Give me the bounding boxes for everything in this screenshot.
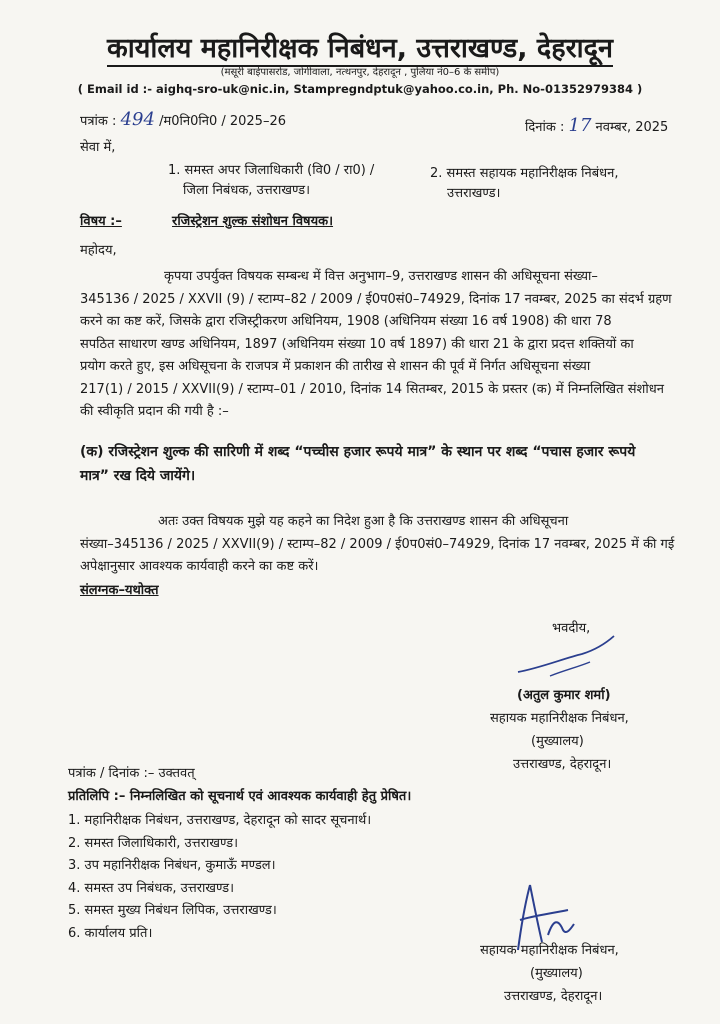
amendment-line: (क) रजिस्ट्रेशन शुल्क की सारिणी में शब्द “पच्चीस हजार रूपये मात्र” के स्थान पर शब्द “पचास हजार रूपये: [80, 444, 636, 460]
signatory-office: (मुख्यालय): [531, 734, 584, 749]
signatory-designation: सहायक महानिरीक्षक निबंधन,: [490, 711, 629, 726]
amendment-clause: [80, 440, 680, 488]
recipient-2-line-2: उत्तराखण्ड।: [447, 186, 501, 201]
body-paragraph-1: [80, 266, 680, 424]
subject-label: विषय :–: [80, 214, 122, 229]
handwritten-number: 494: [120, 109, 155, 130]
recipient-2-line-1: 2. समस्त सहायक महानिरीक्षक निबंधन,: [430, 166, 619, 181]
list-item: 4. समस्त उप निबंधक, उत्तराखण्ड।: [68, 880, 235, 896]
recipient-1-line-2: जिला निबंधक, उत्तराखण्ड।: [183, 183, 311, 198]
closing-yours: भवदीय,: [552, 621, 591, 636]
handwritten-date: 17: [568, 115, 592, 136]
enclosure-note: संलग्नक–यथोक्त: [80, 583, 159, 598]
signatory-2-office: (मुख्यालय): [530, 966, 583, 981]
reference-suffix: /म0नि0नि0 / 2025–26: [159, 114, 286, 129]
letter-date: [525, 115, 668, 136]
subject-text: रजिस्ट्रेशन शुल्क संशोधन विषयक।: [172, 214, 334, 229]
paragraph-line: करने का कष्ट करें, जिसके द्वारा रजिस्ट्रीकरण अधिनियम, 1908 (अधिनियम संख्या 16 वर्ष 1908) की धारा 78: [80, 314, 612, 329]
list-item: 1. महानिरीक्षक निबंधन, उत्तराखण्ड, देहरादून को सादर सूचनार्थ।: [68, 813, 372, 828]
copy-reference: पत्रांक / दिनांक :– उक्तवत्: [68, 766, 195, 781]
copy-intro: प्रतिलिपि :– निम्नलिखित को सूचनार्थ एवं आवश्यक कार्यवाही हेतु प्रेषित।: [68, 789, 412, 804]
signatory-2-place: उत्तराखण्ड, देहरादून।: [504, 989, 603, 1004]
list-item: 6. कार्यालय प्रति।: [68, 925, 153, 941]
amendment-line: मात्र” रख दिये जायेंगे।: [80, 468, 196, 484]
signatory-name: (अतुल कुमार शर्मा): [517, 688, 611, 703]
paragraph-line: संख्या–345136 / 2025 / XXVII(9) / स्टाम्प–82 / 2009 / ई0प0सं0–74929, दिनांक 17 नवम्बर, 2025 में की गई: [80, 536, 675, 552]
paragraph-line: अतः उक्त विषयक मुझे यह कहने का निदेश हुआ है कि उत्तराखण्ड शासन की अधिसूचना: [158, 514, 569, 529]
greeting: महोदय,: [80, 243, 117, 258]
signatory-place: उत्तराखण्ड, देहरादून।: [513, 757, 612, 772]
list-item: 2. समस्त जिलाधिकारी, उत्तराखण्ड।: [68, 835, 239, 851]
recipient-1-line-1: 1. समस्त अपर जिलाधिकारी (वि0 / रा0) /: [168, 163, 375, 178]
salutation-to: सेवा में,: [80, 140, 116, 155]
paragraph-line: अपेक्षानुसार आवश्यक कार्यवाही करने का कष्ट करें।: [80, 559, 319, 574]
paragraph-line: 217(1) / 2015 / XXVII(9) / स्टाम्प–01 / 2010, दिनांक 14 सितम्बर, 2015 के प्रस्तर (क) में निम्नलिखित संशोधन: [80, 381, 664, 397]
signatory-2-designation: सहायक महानिरीक्षक निबंधन,: [480, 943, 619, 958]
date-suffix: नवम्बर, 2025: [595, 120, 669, 135]
list-item: 3. उप महानिरीक्षक निबंधन, कुमाऊँ मण्डल।: [68, 858, 276, 873]
copy-list: [68, 810, 371, 945]
date-label: दिनांक :: [525, 120, 565, 135]
paragraph-line: प्रयोग करते हुए, इस अधिसूचना के राजपत्र में प्रकाशन की तारीख से शासन की पूर्व में निर्गत अधिसूचना संख्या: [80, 359, 591, 374]
letterhead-title: कार्यालय महानिरीक्षक निबंधन, उत्तराखण्ड, देहरादून: [0, 28, 720, 65]
letterhead-contact: ( Email id :- aighq-sro-uk@nic.in, Stampregndptuk@yahoo.co.in, Ph. No-01352979384 ): [77, 82, 643, 96]
reference-number: [80, 109, 286, 130]
paragraph-line: 345136 / 2025 / XXVII (9) / स्टाम्प–82 / 2009 / ई0प0सं0–74929, दिनांक 17 नवम्बर, 2025 का संदर्भ ग्रहण: [80, 291, 672, 307]
reference-label: पत्रांक :: [80, 114, 117, 129]
paragraph-line: कृपया उपर्युक्त विषयक सम्बन्ध में वित्त अनुभाग–9, उत्तराखण्ड शासन की अधिसूचना संख्या–: [164, 269, 598, 284]
paragraph-line: सपठित साधारण खण्ड अधिनियम, 1897 (अधिनियम संख्या 10 वर्ष 1897) की धारा 21 के द्वारा प्रदत्त शक्तियों का: [80, 336, 634, 352]
list-item: 5. समस्त मुख्य निबंधन लिपिक, उत्तराखण्ड।: [68, 903, 277, 918]
signature-1-icon: [510, 632, 620, 682]
paragraph-line: की स्वीकृति प्रदान की गयी है :–: [80, 404, 229, 419]
body-paragraph-2: [80, 511, 680, 579]
letterhead-address: (मसूरी बाईपासरोड, जोगीवाला, नत्थनपुर, देहरादून , पुलिया नं0–6 के समीप): [220, 67, 500, 78]
